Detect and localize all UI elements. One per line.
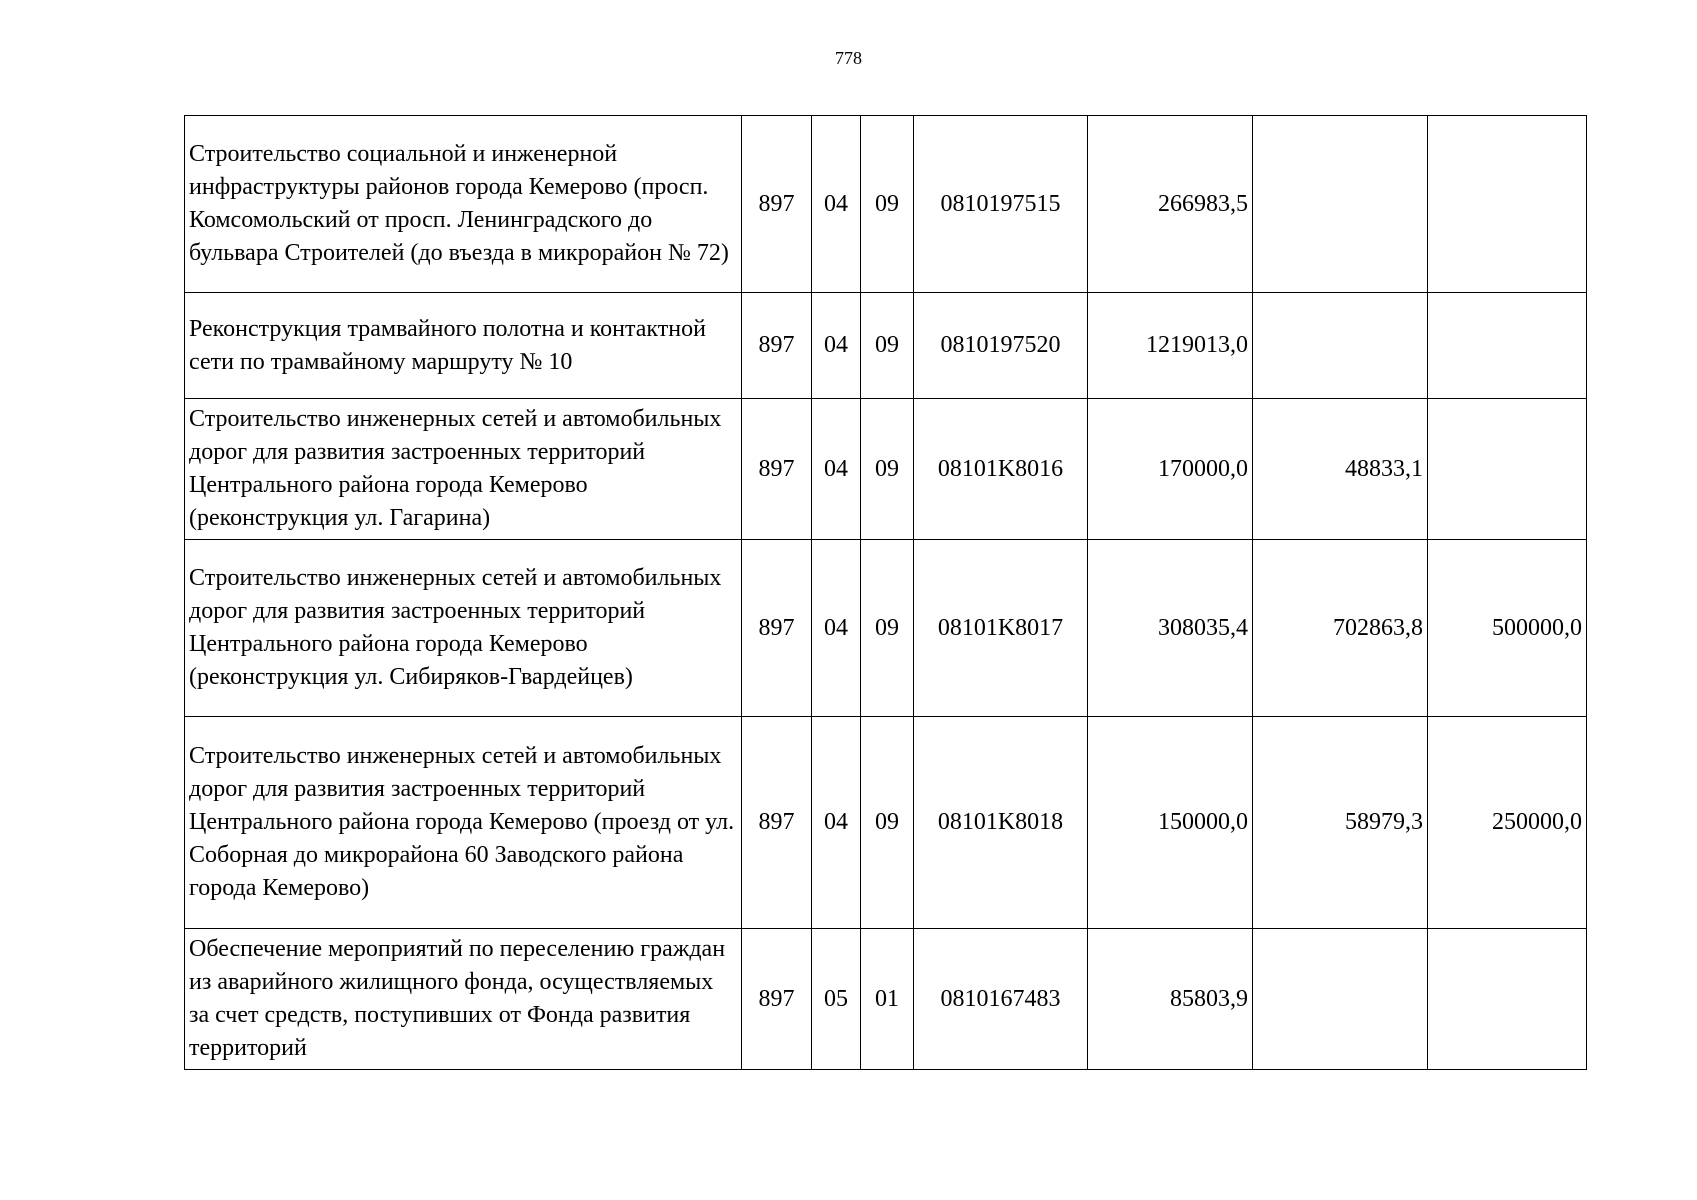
amount-3 xyxy=(1428,116,1587,293)
target-code: 0810167483 xyxy=(914,929,1088,1070)
section-code: 04 xyxy=(812,399,861,540)
amount-1: 308035,4 xyxy=(1088,540,1253,717)
amount-1: 85803,9 xyxy=(1088,929,1253,1070)
table-row xyxy=(185,293,1587,399)
amount-1: 150000,0 xyxy=(1088,717,1253,929)
amount-3: 500000,0 xyxy=(1428,540,1587,717)
amount-2 xyxy=(1253,116,1428,293)
ministry-code: 897 xyxy=(742,540,812,717)
ministry-code: 897 xyxy=(742,717,812,929)
row-name: Обеспечение мероприятий по переселению граждан из аварийного жилищного фонда, осуществляемых за счет средств, поступивших от Фонда развития территорий xyxy=(185,929,742,1070)
table-row xyxy=(185,116,1587,293)
row-name: Строительство инженерных сетей и автомобильных дорог для развития застроенных территорий Центрального района города Кемерово (реконструкция ул. Сибиряков-Гвардейцев) xyxy=(185,540,742,717)
row-name: Реконструкция трамвайного полотна и контактной сети по трамвайному маршруту № 10 xyxy=(185,293,742,399)
amount-2 xyxy=(1253,293,1428,399)
table-row xyxy=(185,540,1587,717)
ministry-code: 897 xyxy=(742,293,812,399)
subsection-code: 09 xyxy=(861,293,914,399)
section-code: 04 xyxy=(812,540,861,717)
ministry-code: 897 xyxy=(742,399,812,540)
amount-1: 266983,5 xyxy=(1088,116,1253,293)
amount-2 xyxy=(1253,929,1428,1070)
target-code: 08101K8017 xyxy=(914,540,1088,717)
subsection-code: 01 xyxy=(861,929,914,1070)
section-code: 04 xyxy=(812,717,861,929)
amount-3 xyxy=(1428,399,1587,540)
section-code: 04 xyxy=(812,116,861,293)
table-row xyxy=(185,399,1587,540)
row-name: Строительство инженерных сетей и автомобильных дорог для развития застроенных территорий Центрального района города Кемерово (реконструкция ул. Гагарина) xyxy=(185,399,742,540)
target-code: 0810197520 xyxy=(914,293,1088,399)
section-code: 04 xyxy=(812,293,861,399)
table-row xyxy=(185,929,1587,1070)
subsection-code: 09 xyxy=(861,399,914,540)
target-code: 08101K8018 xyxy=(914,717,1088,929)
amount-1: 1219013,0 xyxy=(1088,293,1253,399)
ministry-code: 897 xyxy=(742,116,812,293)
subsection-code: 09 xyxy=(861,540,914,717)
budget-table xyxy=(184,115,1587,1070)
amount-3 xyxy=(1428,929,1587,1070)
page-number: 778 xyxy=(835,48,862,68)
amount-1: 170000,0 xyxy=(1088,399,1253,540)
amount-3 xyxy=(1428,293,1587,399)
target-code: 0810197515 xyxy=(914,116,1088,293)
target-code: 08101K8016 xyxy=(914,399,1088,540)
subsection-code: 09 xyxy=(861,717,914,929)
amount-2: 48833,1 xyxy=(1253,399,1428,540)
table-row xyxy=(185,717,1587,929)
row-name: Строительство инженерных сетей и автомобильных дорог для развития застроенных территорий Центрального района города Кемерово (проезд от ул. Соборная до микрорайона 60 Заводского района города Кемерово) xyxy=(185,717,742,929)
section-code: 05 xyxy=(812,929,861,1070)
subsection-code: 09 xyxy=(861,116,914,293)
amount-3: 250000,0 xyxy=(1428,717,1587,929)
amount-2: 58979,3 xyxy=(1253,717,1428,929)
row-name: Строительство социальной и инженерной инфраструктуры районов города Кемерово (просп. Комсомольский от просп. Ленинградского до бульвара Строителей (до въезда в микрорайон № 72) xyxy=(185,116,742,293)
ministry-code: 897 xyxy=(742,929,812,1070)
amount-2: 702863,8 xyxy=(1253,540,1428,717)
